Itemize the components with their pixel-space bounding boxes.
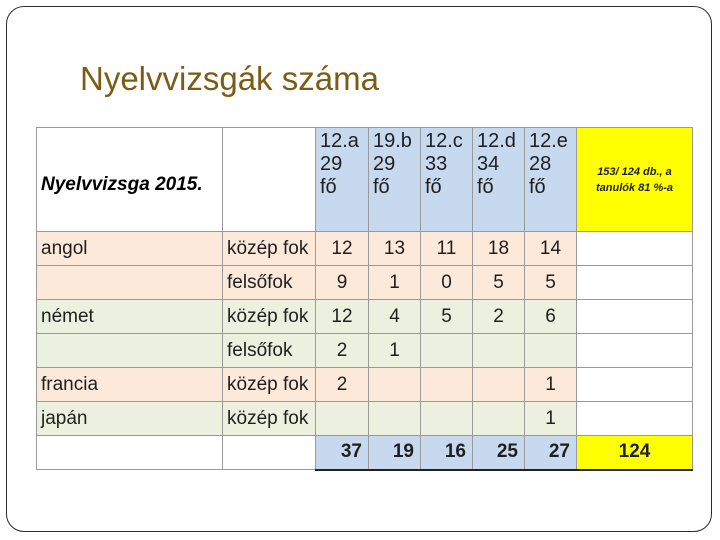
class-unit: fő bbox=[529, 176, 546, 198]
count-cell bbox=[525, 334, 577, 368]
count-cell: 5 bbox=[525, 266, 577, 300]
class-name: 12.d bbox=[477, 130, 516, 152]
language-cell: angol bbox=[37, 232, 223, 266]
class-name: 12.a bbox=[320, 130, 359, 152]
empty-cell bbox=[577, 402, 693, 436]
empty-cell bbox=[577, 266, 693, 300]
class-header bbox=[473, 128, 525, 232]
summary-note-line: tanulók 81 %-a bbox=[595, 181, 674, 194]
count-cell bbox=[473, 368, 525, 402]
summary-note bbox=[577, 128, 693, 232]
class-name: 19.b bbox=[373, 130, 412, 152]
count-cell: 2 bbox=[316, 334, 369, 368]
total-cell: 25 bbox=[473, 436, 525, 470]
count-cell bbox=[421, 368, 473, 402]
count-cell: 4 bbox=[369, 300, 421, 334]
level-cell: közép fok bbox=[223, 300, 316, 334]
total-cell: 27 bbox=[525, 436, 577, 470]
table-row bbox=[37, 266, 693, 300]
class-unit: fő bbox=[373, 176, 390, 198]
table-row bbox=[37, 232, 693, 266]
level-cell: felsőfok bbox=[223, 266, 316, 300]
count-cell bbox=[369, 402, 421, 436]
count-cell: 11 bbox=[421, 232, 473, 266]
count-cell: 18 bbox=[473, 232, 525, 266]
count-cell: 6 bbox=[525, 300, 577, 334]
total-cell: 37 bbox=[316, 436, 369, 470]
class-unit: fő bbox=[477, 176, 494, 198]
header-blank bbox=[223, 128, 316, 232]
class-count: 29 bbox=[373, 153, 396, 175]
total-cell: 19 bbox=[369, 436, 421, 470]
class-count: 28 bbox=[529, 153, 552, 175]
count-cell: 0 bbox=[421, 266, 473, 300]
level-cell: közép fok bbox=[223, 402, 316, 436]
count-cell: 12 bbox=[316, 232, 369, 266]
class-count: 33 bbox=[425, 153, 448, 175]
slide-title: Nyelvvizsgák száma bbox=[80, 60, 379, 97]
totals-blank bbox=[223, 436, 316, 470]
level-cell: közép fok bbox=[223, 368, 316, 402]
table-row bbox=[37, 300, 693, 334]
totals-row bbox=[37, 436, 693, 470]
count-cell bbox=[473, 334, 525, 368]
exam-table bbox=[36, 127, 693, 471]
language-cell: francia bbox=[37, 368, 223, 402]
count-cell bbox=[316, 402, 369, 436]
table-row bbox=[37, 368, 693, 402]
table-row bbox=[37, 402, 693, 436]
count-cell bbox=[473, 402, 525, 436]
count-cell: 12 bbox=[316, 300, 369, 334]
count-cell bbox=[421, 402, 473, 436]
class-name: 12.e bbox=[529, 130, 568, 152]
empty-cell bbox=[577, 334, 693, 368]
count-cell: 2 bbox=[316, 368, 369, 402]
language-cell bbox=[37, 266, 223, 300]
header-row bbox=[37, 128, 693, 232]
empty-cell bbox=[577, 232, 693, 266]
count-cell: 5 bbox=[473, 266, 525, 300]
count-cell: 9 bbox=[316, 266, 369, 300]
level-cell: felsőfok bbox=[223, 334, 316, 368]
count-cell: 1 bbox=[525, 368, 577, 402]
empty-cell bbox=[577, 300, 693, 334]
count-cell: 5 bbox=[421, 300, 473, 334]
totals-blank bbox=[37, 436, 223, 470]
count-cell: 14 bbox=[525, 232, 577, 266]
count-cell: 1 bbox=[525, 402, 577, 436]
table-title: Nyelvvizsga 2015. bbox=[37, 128, 223, 232]
language-cell: német bbox=[37, 300, 223, 334]
count-cell: 1 bbox=[369, 266, 421, 300]
table-row bbox=[37, 334, 693, 368]
class-header bbox=[421, 128, 473, 232]
class-header bbox=[369, 128, 421, 232]
count-cell bbox=[421, 334, 473, 368]
count-cell: 2 bbox=[473, 300, 525, 334]
class-unit: fő bbox=[320, 176, 337, 198]
grand-total: 124 bbox=[577, 436, 693, 470]
class-name: 12.c bbox=[425, 130, 463, 152]
level-cell: közép fok bbox=[223, 232, 316, 266]
total-cell: 16 bbox=[421, 436, 473, 470]
class-header bbox=[316, 128, 369, 232]
class-count: 34 bbox=[477, 153, 500, 175]
count-cell bbox=[369, 368, 421, 402]
language-cell bbox=[37, 334, 223, 368]
class-header bbox=[525, 128, 577, 232]
class-count: 29 bbox=[320, 153, 343, 175]
class-unit: fő bbox=[425, 176, 442, 198]
language-cell: japán bbox=[37, 402, 223, 436]
count-cell: 13 bbox=[369, 232, 421, 266]
summary-note-line: 153/ 124 db., a bbox=[597, 165, 672, 178]
count-cell: 1 bbox=[369, 334, 421, 368]
empty-cell bbox=[577, 368, 693, 402]
